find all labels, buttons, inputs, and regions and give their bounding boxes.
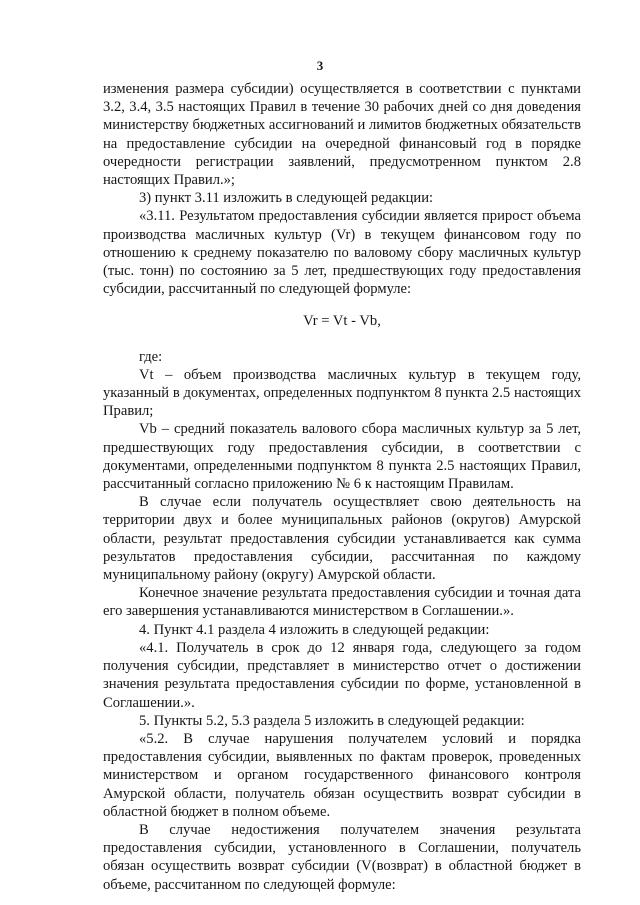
paragraph-clause-4-1: «4.1. Получатель в срок до 12 января года, следующего за годом получения субсидии, представляет в министерство отчет о достижении значения результата предоставления субсидии по форме, установленной в Соглашении.». [103, 639, 581, 711]
paragraph-item-4: 4. Пункт 4.1 раздела 4 изложить в следующей редакции: [139, 621, 490, 638]
page-number: 3 [316, 58, 324, 73]
paragraph-where: где: [139, 348, 163, 365]
paragraph-clause-3-11: «3.11. Результатом предоставления субсидии является прирост объема производства масличных культур (Vr) в текущем финансовом году по отношению к среднему показателю по валовому сбору масличных культур (тыс. тонн) по состоянию за 5 лет, предшествующих году предоставления субсидии, рассчитанный по следующей формуле: [103, 208, 581, 298]
paragraph-item-5: 5. Пункты 5.2, 5.3 раздела 5 изложить в следующей редакции: [139, 712, 525, 729]
paragraph-multiple-districts: В случае если получатель осуществляет свою деятельность на территории двух и более муниципальных районов (округов) Амурской области, результат предоставления субсидии устанавливается как сумма результатов предоставления субсидии, рассчитанная по каждому муниципальному району (округу) Амурской области. [103, 494, 581, 584]
formula-vr: Vr = Vt - Vb, [303, 313, 381, 330]
paragraph-non-achievement: В случае недостижения получателем значения результата предоставления субсидии, установленного в Соглашении, получатель обязан осуществить возврат субсидии (V(возврат) в областной бюджет в объеме, рассчитанном по следующей формуле: [103, 821, 581, 893]
paragraph-vb-definition: Vb – средний показатель валового сбора масличных культур за 5 лет, предшествующих году предоставления субсидии, в соответствии с документами, определенными подпунктом 8 пункта 2.5 настоящих Правил, рассчитанный согласно приложению № 6 к настоящим Правилам. [103, 421, 581, 493]
paragraph-final-value: Конечное значение результата предоставления субсидии и точная дата его завершения устанавливаются министерством в Соглашении.». [103, 585, 581, 620]
paragraph-continuation: изменения размера субсидии) осуществляется в соответствии с пунктами 3.2, 3.4, 3.5 настоящих Правил в течение 30 рабочих дней со дня доведения министерству бюджетных ассигнований и лимитов бюджетных обязательств на предоставление субсидии на очередной финансовый год в порядке очередности регистрации заявлений, предусмотренном пунктом 2.8 настоящих Правил.»; [103, 81, 581, 189]
document-body [103, 80, 581, 894]
paragraph-clause-5-2: «5.2. В случае нарушения получателем условий и порядка предоставления субсидии, выявленных по фактам проверок, проведенных министерством и органом государственного финансового контроля Амурской области, получатель обязан осуществить возврат субсидии в областной бюджет в полном объеме. [103, 730, 581, 820]
paragraph-item-3: 3) пункт 3.11 изложить в следующей редакции: [139, 190, 434, 207]
paragraph-vt-definition: Vt – объем производства масличных культур в текущем году, указанный в документах, определенных подпунктом 8 пункта 2.5 настоящих Правил; [103, 366, 581, 420]
